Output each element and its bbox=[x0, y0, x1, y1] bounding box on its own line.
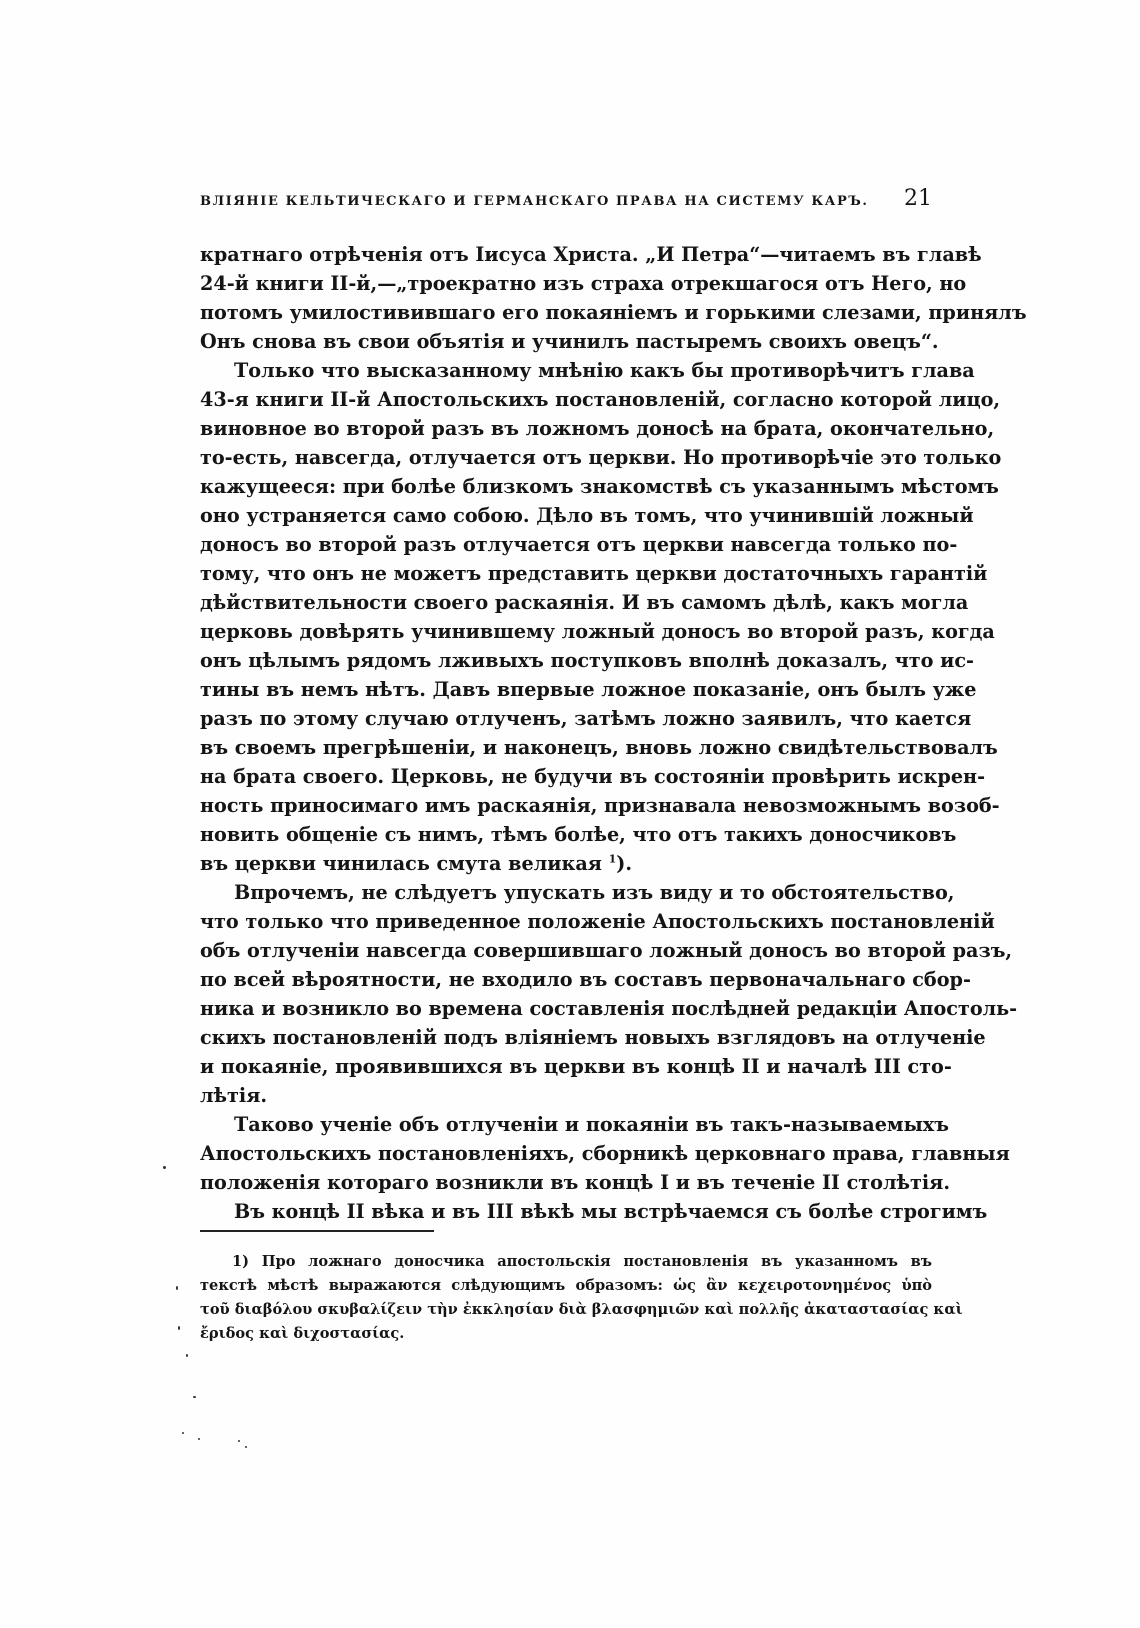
text-line: кратнаго отрѣченія отъ Іисуса Христа. „И Петра“—читаемъ въ главѣ bbox=[200, 243, 982, 266]
footnote-line: текстѣ мѣстѣ выражаются слѣдующимъ образомъ: ὡς ἂν κεχειροτονημένος ὑπὸ bbox=[200, 1277, 932, 1294]
scan-speck bbox=[238, 1440, 240, 1442]
text-line: Онъ снова въ свои объятія и учинилъ пастыремъ своихъ овецъ“. bbox=[200, 330, 939, 353]
scan-speck bbox=[163, 1166, 166, 1169]
text-line: потомъ умилостивившаго его покаяніемъ и горькими слезами, принялъ bbox=[200, 301, 1027, 324]
text-line: тины въ немъ нѣтъ. Давъ впервые ложное показаніе, онъ былъ уже bbox=[200, 678, 977, 701]
text-line: Въ концѣ II вѣка и въ III вѣкѣ мы встрѣчаемся съ болѣе строгимъ bbox=[234, 1200, 988, 1223]
scan-speck bbox=[182, 1432, 184, 1434]
running-title: ВЛІЯНІЕ КЕЛЬТИЧЕСКАГО И ГЕРМАНСКАГО ПРАВА НА СИСТЕМУ КАРЪ. bbox=[200, 194, 869, 209]
footnote-line bbox=[232, 1250, 932, 1274]
page-number: 21 bbox=[904, 186, 932, 211]
text-line: тому, что онъ не можетъ представить церкви достаточныхъ гарантій bbox=[200, 562, 988, 585]
scan-speck bbox=[198, 1438, 200, 1440]
text-line: ника и возникло во времена составленія послѣдней редакціи Апостоль- bbox=[200, 997, 1018, 1020]
text-line: Впрочемъ, не слѣдуетъ упускать изъ виду и то обстоятельство, bbox=[234, 881, 955, 904]
text-line: положенія котораго возникли въ концѣ I и въ теченіе II столѣтія. bbox=[200, 1171, 951, 1194]
footnote-block bbox=[200, 1250, 963, 1346]
text-line: по всей вѣроятности, не входило въ составъ первоначальнаго сбор- bbox=[200, 968, 971, 991]
scan-speck bbox=[186, 1354, 188, 1357]
main-text bbox=[200, 240, 1027, 1226]
text-line: что только что приведенное положеніе Апостольскихъ постановленій bbox=[200, 910, 995, 933]
footnote-line: τοῦ διαβόλου σκυβαλίζειν τὴν ἐκκλησίαν διὰ βλασφημιῶν καὶ πολλῆς ἀκαταστασίας καὶ bbox=[200, 1301, 963, 1318]
text-line: и покаяніе, проявившихся въ церкви въ концѣ II и началѣ III сто- bbox=[200, 1055, 952, 1078]
text-line: Таково ученіе объ отлученіи и покаяніи въ такъ-называемыхъ bbox=[234, 1113, 949, 1136]
text-line: въ своемъ прегрѣшеніи, и наконецъ, вновь ложно свидѣтельствовалъ bbox=[200, 736, 998, 759]
text-line: объ отлученіи навсегда совершившаго ложный доносъ во второй разъ, bbox=[200, 939, 1013, 962]
text-line: 24-й книги II-й,—„троекратно изъ страха отрекшагося отъ Него, но bbox=[200, 272, 967, 295]
scan-speck bbox=[193, 1396, 196, 1398]
scan-speck bbox=[176, 1286, 178, 1290]
text-line-with-footnote-ref bbox=[200, 849, 932, 878]
footnote-divider bbox=[200, 1230, 434, 1232]
text-line: виновное во второй разъ въ ложномъ доносѣ на брата, окончательно, bbox=[200, 417, 995, 440]
text-line: то-есть, навсегда, отлучается отъ церкви. Но противорѣчіе это только bbox=[200, 446, 1002, 469]
text-line: доносъ во второй разъ отлучается отъ церкви навсегда только по- bbox=[200, 533, 958, 556]
text-line: церковь довѣрять учинившему ложный доносъ во второй разъ, когда bbox=[200, 620, 995, 643]
text-line: онъ цѣлымъ рядомъ лживыхъ поступковъ вполнѣ доказалъ, что ис- bbox=[200, 649, 975, 672]
text-line: разъ по этому случаю отлученъ, затѣмъ ложно заявилъ, что кается bbox=[200, 707, 972, 730]
scan-speck bbox=[245, 1446, 247, 1448]
text-line: дѣйствительности своего раскаянія. И въ самомъ дѣлѣ, какъ могла bbox=[200, 591, 969, 614]
footnote-reference: 1 bbox=[608, 852, 617, 866]
page-header bbox=[200, 186, 932, 211]
footnote-text: Про ложнаго доносчика апостольскія постановленія въ указанномъ въ bbox=[261, 1253, 932, 1270]
text-line: скихъ постановленій подъ вліяніемъ новыхъ взглядовъ на отлученіе bbox=[200, 1026, 986, 1049]
text-line: лѣтія. bbox=[200, 1084, 268, 1107]
text-line: кажущееся: при болѣе близкомъ знакомствѣ съ указаннымъ мѣстомъ bbox=[200, 475, 999, 498]
text-line: оно устраняется само собою. Дѣло въ томъ, что учинившій ложный bbox=[200, 504, 974, 527]
footnote-line: ἔριδος καὶ διχοστασίας. bbox=[200, 1325, 405, 1342]
text-line: новить общеніе съ нимъ, тѣмъ болѣе, что отъ такихъ доносчиковъ bbox=[200, 823, 957, 846]
text-line: 43-я книги II-й Апостольскихъ постановленій, согласно которой лицо, bbox=[200, 388, 1001, 411]
text-line: Только что высказанному мнѣнію какъ бы противорѣчитъ глава bbox=[234, 359, 975, 382]
footnote-ref-close: ). bbox=[616, 852, 633, 875]
scan-speck bbox=[178, 1326, 180, 1330]
text-span: въ церкви чинилась смута великая bbox=[200, 852, 602, 875]
text-line: ность приносимаго имъ раскаянія, признавала невозможнымъ возоб- bbox=[200, 794, 1000, 817]
text-line: на брата своего. Церковь, не будучи въ состояніи провѣрить искрен- bbox=[200, 765, 986, 788]
footnote-marker: 1) bbox=[232, 1253, 250, 1270]
text-line: Апостольскихъ постановленіяхъ, сборникѣ церковнаго права, главныя bbox=[200, 1142, 1010, 1165]
